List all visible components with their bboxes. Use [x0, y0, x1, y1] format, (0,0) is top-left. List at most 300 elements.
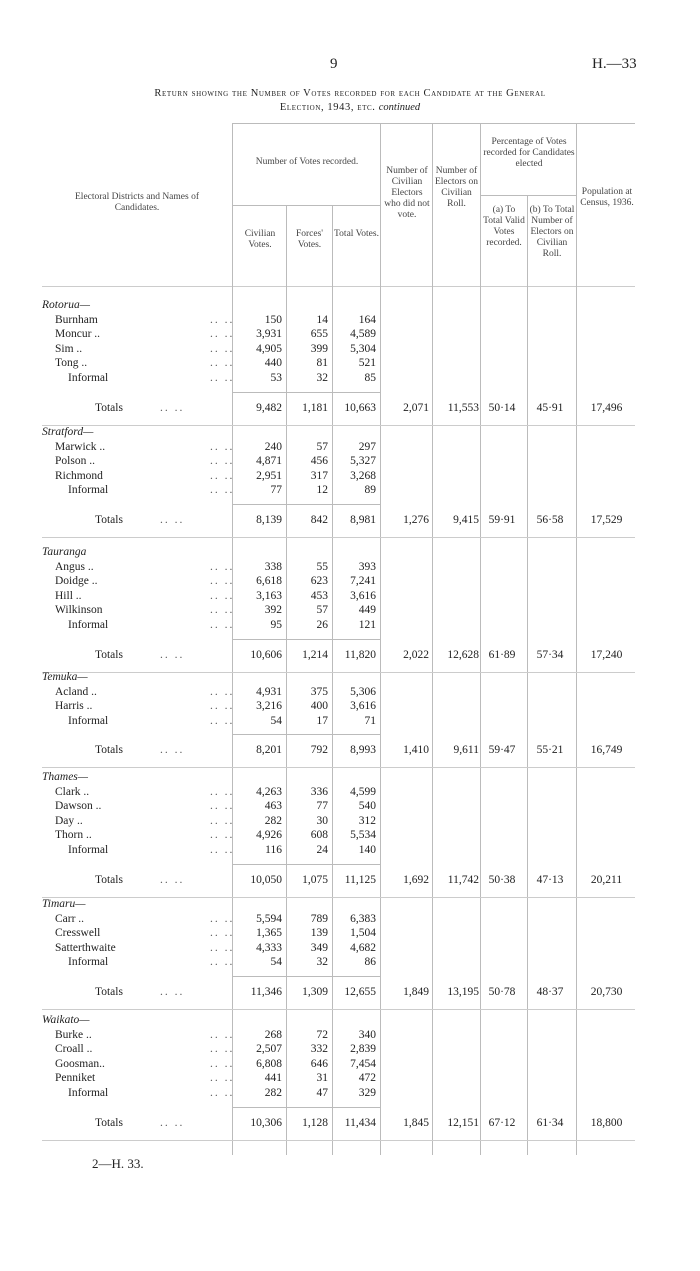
- district-heading-row: [0, 670, 700, 684]
- total-votes: 521: [358, 357, 376, 370]
- table-title-line1: Return showing the Number of Votes recorded for each Candidate at the General: [154, 88, 546, 99]
- informal-civilian: 282: [264, 1087, 282, 1099]
- totals-pct-a: 50·14: [488, 401, 516, 414]
- total-votes: 5,306: [350, 685, 376, 698]
- leader-dots: .. ..: [210, 328, 235, 341]
- district-heading-row: [0, 298, 700, 312]
- leader-dots: .. ..: [160, 873, 185, 886]
- candidate-row: [0, 699, 700, 713]
- totals-population: 18,800: [590, 1116, 623, 1129]
- subtotal-rule: [232, 734, 380, 735]
- totals-not-voted: 1,849: [403, 986, 429, 998]
- totals-row: [0, 1116, 700, 1130]
- candidate-name: Acland ..: [55, 685, 97, 698]
- leader-dots: .. ..: [210, 619, 235, 631]
- totals-pct-b: 47·13: [536, 873, 564, 886]
- candidate-name: Polson ..: [55, 455, 95, 468]
- totals-pct-a: 50·38: [488, 873, 516, 886]
- leader-dots: .. ..: [160, 514, 185, 526]
- totals-forces: 1,181: [302, 401, 328, 414]
- leader-dots: .. ..: [210, 589, 235, 602]
- header-civilian: Civilian Votes.: [244, 229, 276, 250]
- candidate-row: [0, 685, 700, 699]
- leader-dots: .. ..: [210, 440, 235, 453]
- informal-civilian: 54: [270, 956, 282, 969]
- civilian-votes: 338: [264, 560, 282, 573]
- forces-votes: 655: [310, 328, 328, 341]
- leader-dots: .. ..: [210, 941, 235, 954]
- forces-votes: 336: [310, 785, 328, 798]
- leader-dots: .. ..: [160, 1116, 185, 1129]
- forces-votes: 31: [316, 1072, 328, 1085]
- informal-label: Informal: [68, 844, 109, 856]
- totals-electors: 12,628: [447, 648, 479, 661]
- subtotal-rule: [232, 1107, 380, 1108]
- total-votes: 164: [358, 313, 376, 326]
- header-districts: Electoral Districts and Names of Candidates.: [75, 192, 199, 213]
- total-votes: 5,534: [350, 829, 376, 842]
- total-votes: 5,327: [350, 455, 376, 468]
- totals-electors: 11,553: [447, 401, 479, 414]
- candidate-name: Moncur ..: [55, 328, 101, 341]
- totals-not-voted: 2,022: [403, 648, 429, 661]
- forces-votes: 72: [316, 1028, 328, 1041]
- header-votes-group: Number of Votes recorded.: [255, 157, 359, 167]
- informal-row: [0, 955, 700, 969]
- civilian-votes: 440: [264, 357, 282, 370]
- candidate-name: Harris ..: [55, 700, 93, 713]
- candidate-row: [0, 356, 700, 370]
- candidate-row: [0, 313, 700, 327]
- totals-population: 17,496: [590, 401, 623, 414]
- leader-dots: .. ..: [210, 372, 235, 384]
- candidate-name: Wilkinson: [55, 604, 103, 617]
- leader-dots: .. ..: [210, 575, 235, 588]
- civilian-votes: 4,333: [256, 941, 282, 954]
- forces-votes: 57: [316, 440, 328, 453]
- total-votes: 4,599: [350, 785, 376, 798]
- informal-row: [0, 618, 700, 632]
- candidate-name: Satterthwaite: [55, 941, 116, 954]
- district-name: Tauranga: [42, 546, 87, 558]
- district-separator: [42, 1140, 635, 1141]
- district-separator: [42, 767, 635, 768]
- header-pct-b: (b) To Total Number of Electors on Civilian Roll.: [529, 205, 575, 259]
- totals-pct-b: 45·91: [536, 401, 564, 414]
- totals-not-voted: 1,410: [403, 744, 429, 757]
- candidate-name: Richmond: [55, 469, 103, 482]
- informal-total: 71: [364, 714, 376, 727]
- header-bottom-rule: [42, 286, 635, 287]
- informal-forces: 32: [316, 956, 328, 969]
- candidate-name: Day ..: [55, 814, 83, 827]
- candidate-name: Penniket: [55, 1072, 96, 1085]
- forces-votes: 81: [316, 357, 328, 370]
- informal-civilian: 77: [270, 484, 282, 497]
- leader-dots: .. ..: [210, 1028, 235, 1041]
- totals-row: [0, 648, 700, 662]
- totals-pct-a: 67·12: [488, 1116, 516, 1129]
- candidate-row: [0, 1057, 700, 1071]
- forces-votes: 55: [316, 560, 328, 573]
- totals-votes: 12,655: [344, 986, 376, 998]
- totals-pct-b: 61·34: [536, 1116, 564, 1129]
- subtotal-rule: [232, 392, 380, 393]
- informal-total: 329: [358, 1087, 376, 1099]
- totals-not-voted: 1,845: [403, 1116, 429, 1129]
- totals-pct-b: 48·37: [536, 986, 564, 998]
- candidate-name: Angus ..: [55, 560, 94, 573]
- candidate-row: [0, 912, 700, 926]
- leader-dots: .. ..: [210, 1057, 235, 1070]
- candidate-name: Marwick ..: [55, 440, 106, 453]
- candidate-row: [0, 574, 700, 588]
- leader-dots: .. ..: [210, 785, 235, 798]
- leader-dots: .. ..: [210, 714, 235, 727]
- civilian-votes: 282: [264, 814, 282, 827]
- col-line-4: [380, 123, 381, 1155]
- header-electors: Number of Electors on Civilian Roll.: [434, 166, 478, 209]
- forces-votes: 57: [316, 604, 328, 617]
- totals-row: [0, 513, 700, 527]
- totals-not-voted: 1,276: [403, 514, 429, 526]
- leader-dots: .. ..: [210, 1087, 235, 1099]
- candidate-row: [0, 454, 700, 468]
- totals-label: Totals: [95, 873, 123, 886]
- totals-electors: 9,415: [453, 514, 479, 526]
- leader-dots: .. ..: [210, 455, 235, 468]
- totals-population: 17,529: [590, 514, 623, 526]
- totals-electors: 11,742: [447, 873, 479, 886]
- candidate-name: Sim ..: [55, 342, 83, 355]
- candidate-row: [0, 1071, 700, 1085]
- leader-dots: .. ..: [210, 685, 235, 698]
- header-top-rule: [232, 123, 635, 124]
- totals-pct-b: 56·58: [536, 514, 564, 526]
- total-votes: 3,268: [350, 469, 376, 482]
- leader-dots: .. ..: [160, 986, 185, 998]
- forces-votes: 623: [310, 575, 328, 588]
- civilian-votes: 150: [264, 313, 282, 326]
- totals-civilian: 10,606: [250, 648, 282, 661]
- totals-forces: 1,309: [302, 986, 328, 998]
- forces-votes: 139: [310, 927, 328, 940]
- totals-label: Totals: [95, 514, 123, 526]
- candidate-row: [0, 828, 700, 842]
- total-votes: 540: [358, 800, 376, 813]
- candidate-row: [0, 589, 700, 603]
- total-votes: 7,241: [350, 575, 376, 588]
- totals-population: 20,211: [590, 873, 623, 886]
- civilian-votes: 3,216: [256, 700, 282, 713]
- title-continued: continued: [378, 102, 421, 113]
- civilian-votes: 6,618: [256, 575, 282, 588]
- totals-civilian: 9,482: [256, 401, 282, 414]
- informal-row: [0, 483, 700, 497]
- candidate-name: Thorn ..: [55, 829, 92, 842]
- informal-row: [0, 714, 700, 728]
- page-number: 9: [330, 56, 338, 72]
- candidate-row: [0, 941, 700, 955]
- informal-forces: 26: [316, 619, 328, 631]
- total-votes: 3,616: [350, 700, 376, 713]
- district-heading-row: [0, 1013, 700, 1027]
- leader-dots: .. ..: [160, 648, 185, 661]
- totals-pct-a: 61·89: [488, 648, 516, 661]
- candidate-row: [0, 1042, 700, 1056]
- totals-forces: 1,075: [302, 873, 328, 886]
- informal-total: 89: [364, 484, 376, 497]
- district-heading-row: [0, 425, 700, 439]
- votes-group-rule: [232, 205, 380, 206]
- totals-label: Totals: [95, 648, 123, 661]
- candidate-name: Carr ..: [55, 912, 85, 925]
- totals-population: 17,240: [590, 648, 623, 661]
- total-votes: 7,454: [350, 1057, 376, 1070]
- district-heading-row: [0, 545, 700, 559]
- civilian-votes: 4,263: [256, 785, 282, 798]
- total-votes: 5,304: [350, 342, 376, 355]
- totals-population: 16,749: [590, 744, 623, 757]
- totals-votes: 11,125: [344, 873, 376, 886]
- total-votes: 2,839: [350, 1043, 376, 1056]
- totals-not-voted: 1,692: [403, 873, 429, 886]
- district-heading-row: [0, 897, 700, 911]
- civilian-votes: 441: [264, 1072, 282, 1085]
- footer-reference: 2—H. 33.: [92, 1156, 144, 1171]
- leader-dots: .. ..: [210, 700, 235, 713]
- candidate-row: [0, 560, 700, 574]
- subtotal-rule: [232, 504, 380, 505]
- civilian-votes: 2,951: [256, 469, 282, 482]
- civilian-votes: 1,365: [256, 927, 282, 940]
- candidate-row: [0, 327, 700, 341]
- leader-dots: .. ..: [210, 484, 235, 497]
- totals-pct-a: 50·78: [488, 986, 516, 998]
- forces-votes: 456: [310, 455, 328, 468]
- candidate-name: Tong ..: [55, 357, 88, 370]
- totals-civilian: 10,050: [250, 873, 282, 886]
- informal-forces: 32: [316, 372, 328, 384]
- totals-civilian: 10,306: [250, 1116, 282, 1129]
- totals-votes: 8,993: [350, 744, 376, 757]
- totals-row: [0, 873, 700, 887]
- district-heading-row: [0, 770, 700, 784]
- district-name: Waikato—: [42, 1014, 90, 1026]
- totals-forces: 1,214: [302, 648, 328, 661]
- subtotal-rule: [232, 864, 380, 865]
- candidate-name: Burnham: [55, 313, 98, 326]
- leader-dots: .. ..: [160, 401, 185, 414]
- totals-row: [0, 985, 700, 999]
- candidate-row: [0, 469, 700, 483]
- forces-votes: 375: [310, 685, 328, 698]
- civilian-votes: 268: [264, 1028, 282, 1041]
- informal-label: Informal: [68, 1087, 109, 1099]
- total-votes: 449: [358, 604, 376, 617]
- civilian-votes: 2,507: [256, 1043, 282, 1056]
- total-votes: 393: [358, 560, 376, 573]
- candidate-row: [0, 814, 700, 828]
- header-not-voted: Number of Civilian Electors who did not vote.: [384, 166, 430, 220]
- totals-label: Totals: [95, 1116, 123, 1129]
- informal-row: [0, 1086, 700, 1100]
- informal-total: 140: [358, 844, 376, 856]
- subtotal-rule: [232, 976, 380, 977]
- total-votes: 1,504: [350, 927, 376, 940]
- candidate-row: [0, 440, 700, 454]
- totals-forces: 792: [310, 744, 328, 757]
- totals-pct-a: 59·91: [488, 514, 516, 526]
- header-forces: Forces' Votes.: [295, 229, 324, 250]
- totals-votes: 11,434: [344, 1116, 376, 1129]
- civilian-votes: 240: [264, 440, 282, 453]
- informal-total: 86: [364, 956, 376, 969]
- forces-votes: 399: [310, 342, 328, 355]
- leader-dots: .. ..: [210, 829, 235, 842]
- informal-total: 121: [358, 619, 376, 631]
- forces-votes: 332: [310, 1043, 328, 1056]
- totals-electors: 9,611: [453, 744, 479, 757]
- candidate-name: Cresswell: [55, 927, 101, 940]
- totals-votes: 10,663: [344, 401, 376, 414]
- civilian-votes: 392: [264, 604, 282, 617]
- total-votes: 6,383: [350, 912, 376, 925]
- informal-forces: 47: [316, 1087, 328, 1099]
- candidate-name: Goosman..: [55, 1057, 105, 1070]
- district-name: Stratford—: [42, 426, 94, 438]
- leader-dots: .. ..: [210, 800, 235, 813]
- forces-votes: 14: [316, 313, 328, 326]
- totals-label: Totals: [95, 986, 123, 998]
- leader-dots: .. ..: [210, 560, 235, 573]
- subtotal-rule: [232, 639, 380, 640]
- candidate-name: Dawson ..: [55, 800, 102, 813]
- forces-votes: 400: [310, 700, 328, 713]
- col-line-6: [480, 123, 481, 1155]
- forces-votes: 789: [310, 912, 328, 925]
- district-name: Rotorua—: [42, 299, 90, 311]
- header-pct-a: (a) To Total Valid Votes recorded.: [483, 205, 525, 248]
- totals-row: [0, 743, 700, 757]
- leader-dots: .. ..: [210, 1072, 235, 1085]
- candidate-row: [0, 342, 700, 356]
- totals-pct-b: 57·34: [536, 648, 564, 661]
- informal-total: 85: [364, 372, 376, 384]
- candidate-name: Burke ..: [55, 1028, 92, 1041]
- totals-votes: 11,820: [344, 648, 376, 661]
- district-separator: [42, 1009, 635, 1010]
- forces-votes: 30: [316, 814, 328, 827]
- informal-row: [0, 371, 700, 385]
- informal-civilian: 95: [270, 619, 282, 631]
- total-votes: 312: [358, 814, 376, 827]
- totals-civilian: 8,201: [256, 744, 282, 757]
- header-total: Total Votes.: [334, 229, 379, 239]
- informal-row: [0, 843, 700, 857]
- totals-not-voted: 2,071: [403, 401, 429, 414]
- informal-label: Informal: [68, 619, 109, 631]
- leader-dots: .. ..: [210, 342, 235, 355]
- informal-label: Informal: [68, 372, 109, 384]
- leader-dots: .. ..: [210, 956, 235, 969]
- leader-dots: .. ..: [210, 313, 235, 326]
- leader-dots: .. ..: [210, 1043, 235, 1056]
- candidate-row: [0, 785, 700, 799]
- totals-pct-a: 59·47: [488, 744, 516, 757]
- civilian-votes: 3,931: [256, 328, 282, 341]
- forces-votes: 77: [316, 800, 328, 813]
- candidate-row: [0, 926, 700, 940]
- forces-votes: 317: [310, 469, 328, 482]
- informal-label: Informal: [68, 484, 109, 497]
- informal-label: Informal: [68, 956, 109, 969]
- total-votes: 4,589: [350, 328, 376, 341]
- district-name: Thames—: [42, 771, 89, 783]
- totals-votes: 8,981: [350, 514, 376, 526]
- pct-group-rule: [480, 195, 576, 196]
- candidate-row: [0, 799, 700, 813]
- forces-votes: 646: [310, 1057, 328, 1070]
- civilian-votes: 4,871: [256, 455, 282, 468]
- total-votes: 340: [358, 1028, 376, 1041]
- totals-row: [0, 401, 700, 415]
- totals-label: Totals: [95, 744, 123, 757]
- title-line2-text: Election, 1943, etc.: [279, 102, 376, 113]
- totals-label: Totals: [95, 401, 123, 414]
- totals-pct-b: 55·21: [536, 744, 564, 757]
- informal-civilian: 54: [270, 714, 282, 727]
- leader-dots: .. ..: [160, 744, 185, 757]
- leader-dots: .. ..: [210, 927, 235, 940]
- leader-dots: .. ..: [210, 844, 235, 856]
- candidate-name: Hill ..: [55, 589, 82, 602]
- totals-electors: 13,195: [447, 986, 479, 998]
- candidate-name: Clark ..: [55, 785, 90, 798]
- informal-forces: 24: [316, 844, 328, 856]
- civilian-votes: 4,905: [256, 342, 282, 355]
- totals-forces: 1,128: [302, 1116, 328, 1129]
- candidate-row: [0, 1028, 700, 1042]
- totals-population: 20,730: [590, 986, 623, 998]
- totals-civilian: 11,346: [250, 986, 282, 998]
- table-title-line2: [0, 102, 700, 113]
- leader-dots: .. ..: [210, 469, 235, 482]
- candidate-name: Doidge ..: [55, 575, 98, 588]
- col-line-8: [576, 123, 577, 1155]
- header-pct-group: Percentage of Votes recorded for Candidates elected: [483, 137, 575, 169]
- civilian-votes: 4,931: [256, 685, 282, 698]
- col-line-5: [432, 123, 433, 1155]
- district-name: Temuka—: [42, 671, 88, 683]
- forces-votes: 453: [310, 589, 328, 602]
- informal-label: Informal: [68, 714, 109, 727]
- informal-forces: 17: [316, 714, 328, 727]
- leader-dots: .. ..: [210, 814, 235, 827]
- total-votes: 472: [358, 1072, 376, 1085]
- total-votes: 297: [358, 440, 376, 453]
- candidate-row: [0, 603, 700, 617]
- leader-dots: .. ..: [210, 912, 235, 925]
- civilian-votes: 4,926: [256, 829, 282, 842]
- informal-civilian: 116: [265, 844, 282, 856]
- informal-civilian: 53: [270, 372, 282, 384]
- page-reference: H.—33: [592, 56, 637, 72]
- header-population: Population at Census, 1936.: [580, 187, 634, 208]
- total-votes: 3,616: [350, 589, 376, 602]
- district-name: Timaru—: [42, 898, 86, 910]
- civilian-votes: 3,163: [256, 589, 282, 602]
